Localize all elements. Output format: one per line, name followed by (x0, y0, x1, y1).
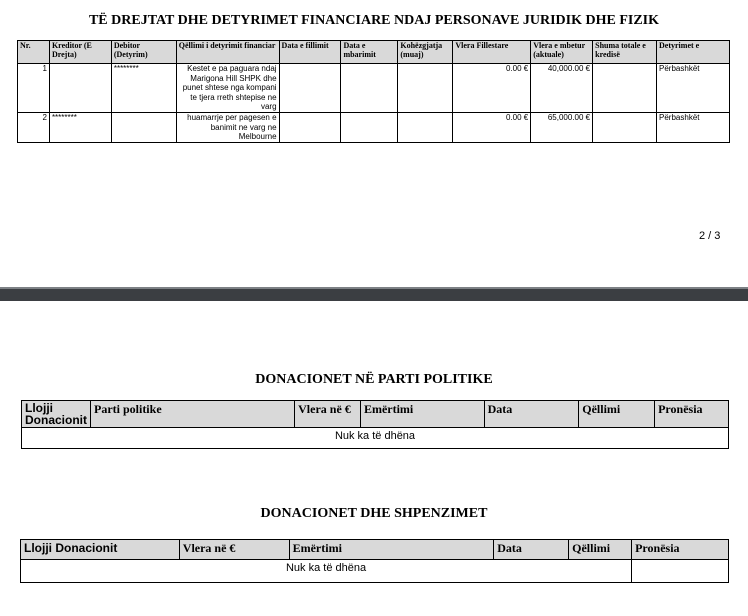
header-pronesia: Pronësia (655, 401, 729, 428)
cell-detyrimet: Përbashkët (657, 64, 730, 113)
page-divider (0, 289, 748, 301)
header-emertimi: Emërtimi (360, 401, 484, 428)
table-header-row (18, 41, 730, 64)
empty-message: Nuk ka të dhëna (22, 428, 729, 449)
header-qellimi: Qëllimi i detyrimit financiar (176, 41, 279, 64)
header-kreditor: Kreditor (E Drejta) (49, 41, 111, 64)
table-row (18, 64, 730, 113)
cell-shuma-totale (593, 113, 657, 143)
political-donations-table (21, 400, 729, 449)
cell-qellimi: huamarrje per pagesen e banimit ne varg ne Melbourne (176, 113, 279, 143)
table-row (18, 113, 730, 143)
header-parti-politike: Parti politike (90, 401, 294, 428)
header-vlera-fillestare: Vlera Fillestare (453, 41, 531, 64)
table-header-row (21, 540, 729, 560)
cell-kreditor (49, 64, 111, 113)
section-title-donations-expenses: DONACIONET DHE SHPENZIMET (260, 506, 488, 521)
header-vlera: Vlera në € (179, 540, 289, 560)
cell-data-fillimit (279, 113, 341, 143)
header-data-fillimit: Data e fillimit (279, 41, 341, 64)
header-shuma-totale: Shuma totale e kredisë (593, 41, 657, 64)
table-row (22, 428, 729, 449)
table-row (21, 560, 729, 583)
cell-debitor: ******** (111, 64, 176, 113)
cell-kohezgjatja (398, 113, 453, 143)
header-qellimi: Qëllimi (569, 540, 632, 560)
cell-debitor (111, 113, 176, 143)
header-vlera-mbetur: Vlera e mbetur (aktuale) (531, 41, 593, 64)
cell-data-mbarimit (341, 64, 398, 113)
header-data: Data (484, 401, 579, 428)
donations-expenses-table (20, 539, 729, 583)
header-lloji-donacionit: Llojji Donacionit (22, 401, 91, 428)
cell-vlera-fillestare: 0.00 € (453, 64, 531, 113)
header-detyrimet: Detyrimet e (657, 41, 730, 64)
cell-vlera-mbetur: 65,000.00 € (531, 113, 593, 143)
header-lloji-donacionit: Llojji Donacionit (21, 540, 180, 560)
cell-kreditor: ******** (49, 113, 111, 143)
empty-cell (632, 560, 729, 583)
header-kohezgjatja: Kohëzgjatja (muaj) (398, 41, 453, 64)
cell-kohezgjatja (398, 64, 453, 113)
page-title-financial-obligations: TË DREJTAT DHE DETYRIMET FINANCIARE NDAJ PERSONAVE JURIDIK DHE FIZIK (88, 13, 660, 28)
header-debitor: Debitor (Detyrim) (111, 41, 176, 64)
cell-data-mbarimit (341, 113, 398, 143)
header-qellimi: Qëllimi (579, 401, 655, 428)
header-nr: Nr. (18, 41, 50, 64)
cell-vlera-fillestare: 0.00 € (453, 113, 531, 143)
cell-qellimi: Kestet e pa paguara ndaj Marigona Hill SHPK dhe punet shtese nga kompani te tjera rreth shtepise ne varg (176, 64, 279, 113)
page-number: 2 / 3 (699, 230, 721, 242)
cell-nr: 2 (18, 113, 50, 143)
table-header-row (22, 401, 729, 428)
header-data-mbarimit: Data e mbarimit (341, 41, 398, 64)
cell-detyrimet: Përbashkët (657, 113, 730, 143)
section-title-political-donations: DONACIONET NË PARTI POLITIKE (255, 372, 493, 387)
header-data: Data (494, 540, 569, 560)
header-pronesia: Pronësia (632, 540, 729, 560)
cell-nr: 1 (18, 64, 50, 113)
header-vlera: Vlera në € (295, 401, 361, 428)
cell-vlera-mbetur: 40,000.00 € (531, 64, 593, 113)
empty-message: Nuk ka të dhëna (21, 560, 632, 583)
header-emertimi: Emërtimi (289, 540, 494, 560)
cell-shuma-totale (593, 64, 657, 113)
financial-obligations-table (17, 40, 730, 143)
cell-data-fillimit (279, 64, 341, 113)
